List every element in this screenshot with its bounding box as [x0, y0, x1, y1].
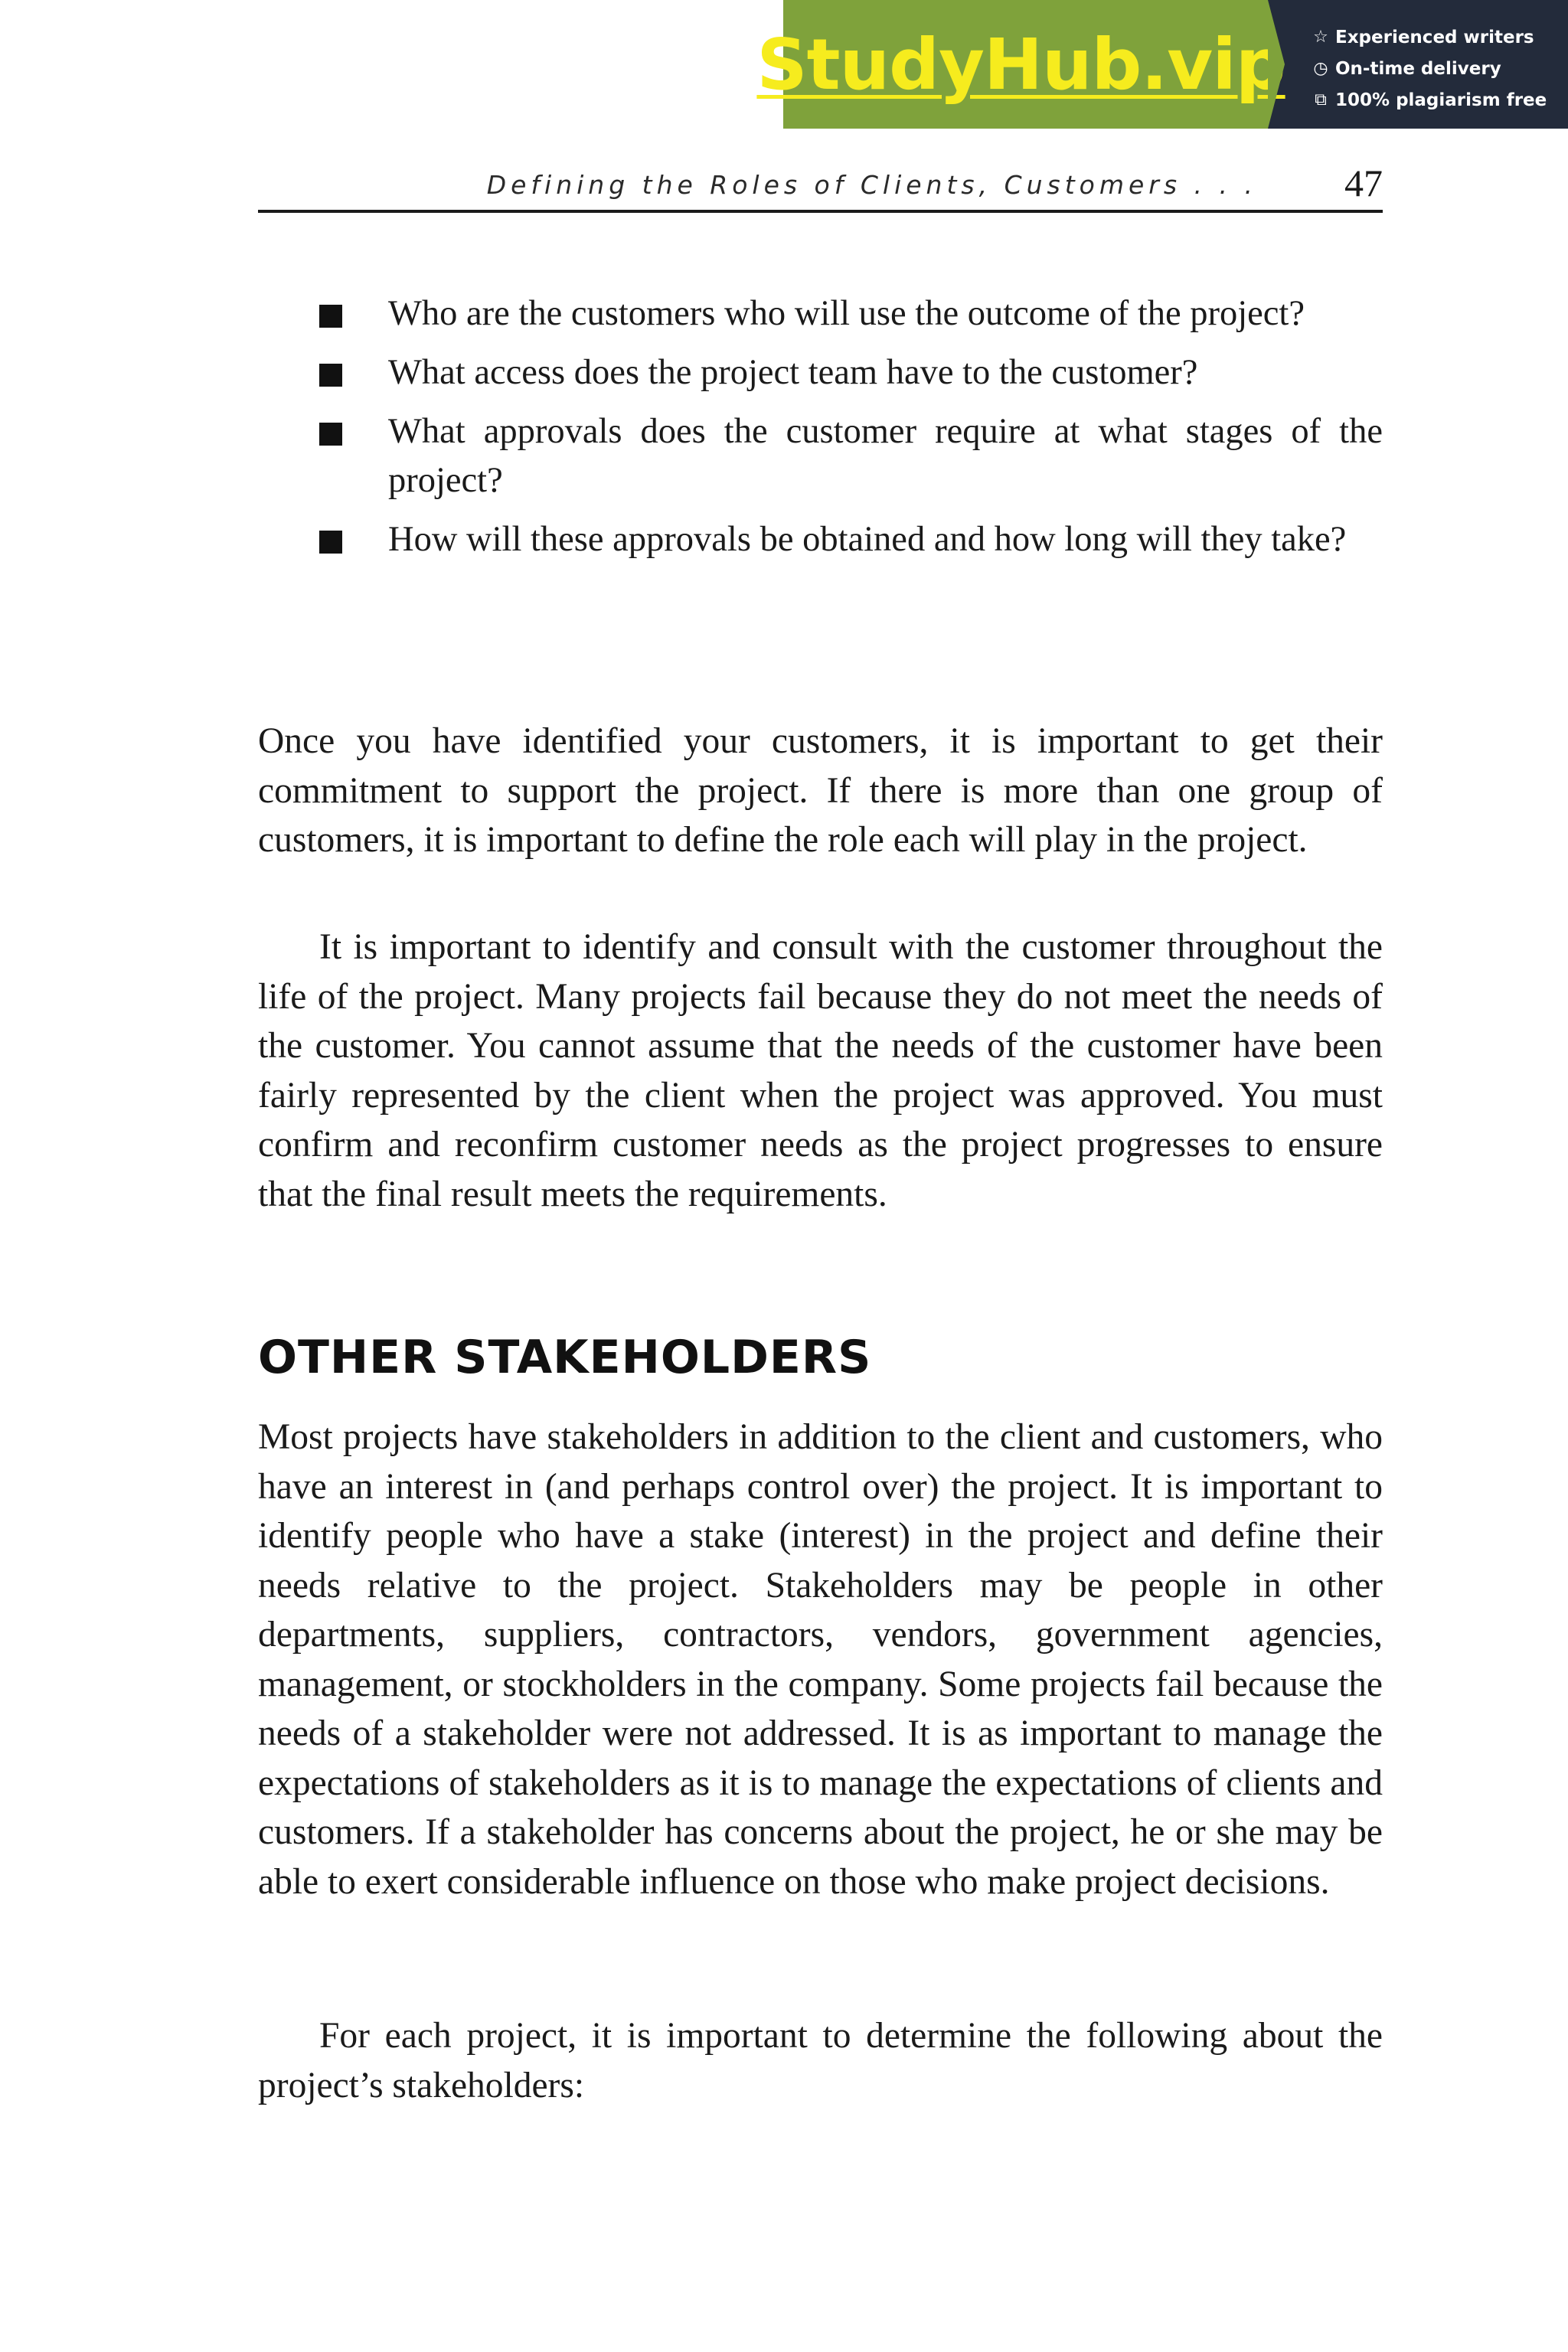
- feature-plagiarism-free: [1311, 84, 1568, 116]
- running-header: [258, 158, 1383, 213]
- feature-label: On-time delivery: [1335, 58, 1501, 79]
- clock-icon: ◷: [1313, 59, 1328, 78]
- list-item: [258, 289, 1383, 338]
- square-bullet-icon: [319, 305, 342, 328]
- page-number: 47: [1344, 162, 1383, 204]
- square-bullet-icon: [319, 364, 342, 387]
- feature-on-time-delivery: [1311, 53, 1568, 84]
- feature-experienced-writers: [1311, 21, 1568, 53]
- feature-label: Experienced writers: [1335, 27, 1534, 47]
- copy-icon: ⧉: [1315, 90, 1327, 109]
- paragraph-other-stakeholders: Most projects have stakeholders in addition to the client and customers, who have an interest in (and perhaps control over) the project. It is important to identify people who have a stake (interest) in the project and define their needs relative to the project. Stakeholders may be people in other departments, suppliers, contractors, vendors, government agencies, management, or stockholders in the company. Some projects fail because the needs of a stakeholder were not addressed. It is as important to manage the expectations of stakeholders as it is to manage the expectations of clients and customers. If a stakeholder has concerns about the project, he or she may be able to exert considerable influence on those who make project decisions.: [258, 1417, 1383, 1902]
- section-heading: OTHER STAKEHOLDERS: [258, 1331, 872, 1384]
- studyhub-logo-text: StudyHub.vip: [756, 23, 1285, 106]
- question-list: [258, 289, 1383, 574]
- studyhub-banner: [756, 0, 1568, 129]
- paragraph-consult-customer: It is important to identify and consult with the customer throughout the life of the project. Many projects fail because they do not meet the needs of the customer. You cannot assume that the needs of the customer have been fairly represented by the client when the project was approved. You must confirm and reconfirm customer needs as the project progresses to ensure that the final result meets the requirements.: [258, 927, 1383, 1214]
- square-bullet-icon: [319, 531, 342, 554]
- star-icon: ☆: [1313, 28, 1328, 47]
- paragraph-customer-commitment: Once you have identified your customers, it is important to get their commitment to support the project. If there is more than one group of customers, it is important to define the role each will play in the project.: [258, 721, 1383, 860]
- list-item: [258, 515, 1383, 564]
- paragraph-stakeholder-determination: For each project, it is important to determine the following about the project’s stakeholders:: [258, 2016, 1383, 2105]
- list-item-text: How will these approvals be obtained and how long will they take?: [388, 520, 1347, 559]
- list-item-text: Who are the customers who will use the outcome of the project?: [388, 294, 1305, 333]
- list-item-text: What approvals does the customer require at what stages of the project?: [388, 412, 1383, 500]
- running-title: Defining the Roles of Clients, Customers . . .: [486, 170, 1257, 200]
- list-item: [258, 348, 1383, 397]
- list-item-text: What access does the project team have to the customer?: [388, 353, 1198, 392]
- feature-label: 100% plagiarism free: [1335, 90, 1547, 110]
- studyhub-logo: [756, 0, 1285, 129]
- list-item: [258, 407, 1383, 505]
- square-bullet-icon: [319, 423, 342, 446]
- banner-feature-list: [1268, 0, 1568, 129]
